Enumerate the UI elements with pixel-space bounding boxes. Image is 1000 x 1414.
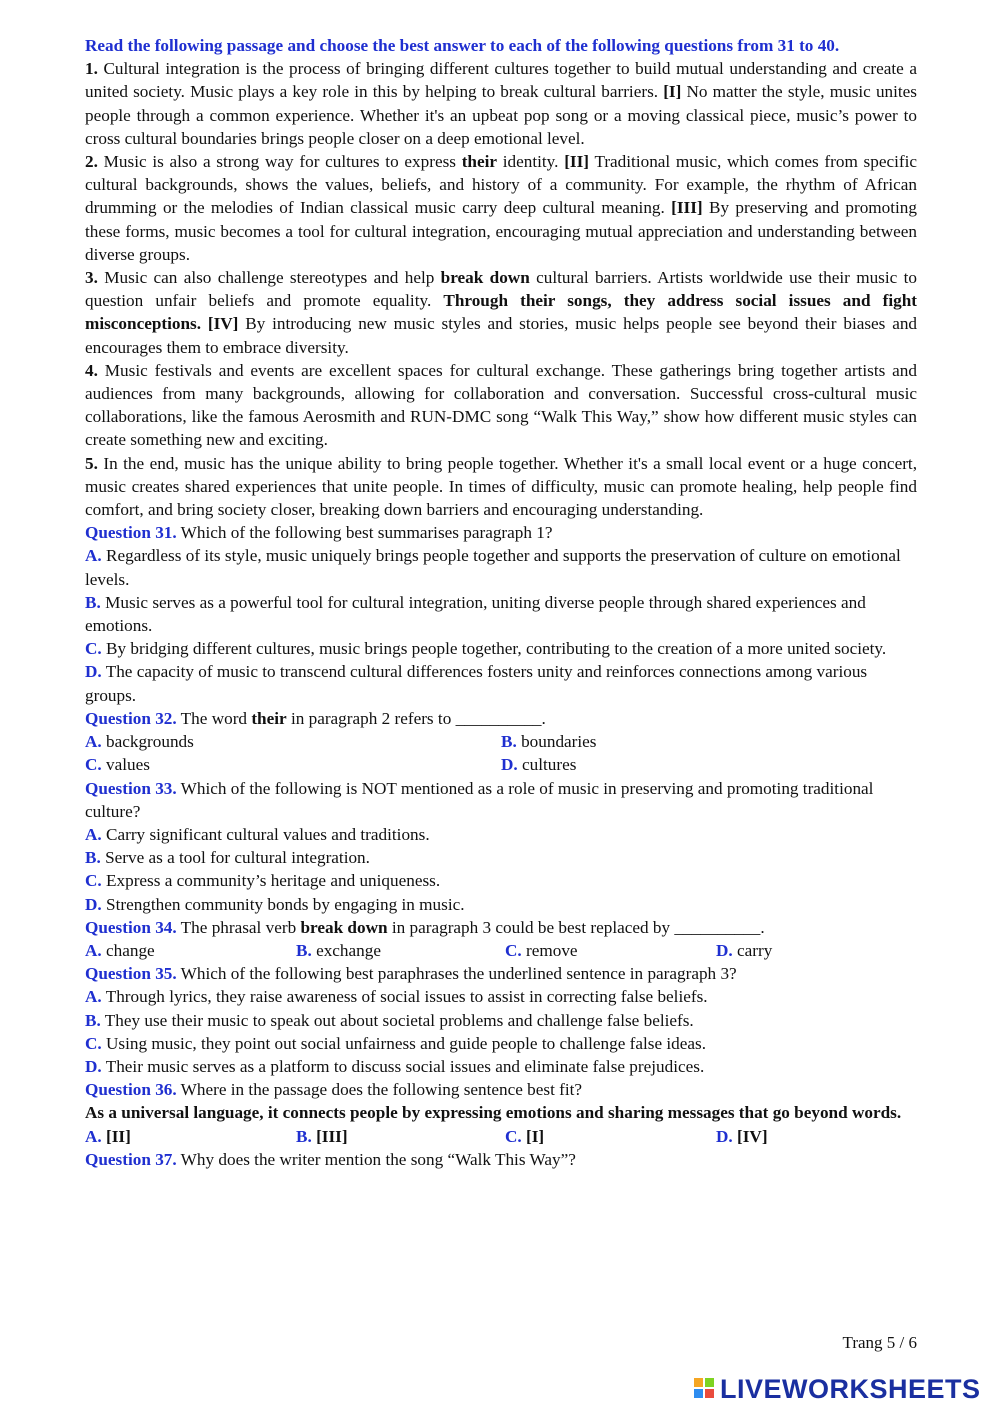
question-31 — [85, 521, 917, 544]
brand-name: LIVEWORKSHEETS — [720, 1374, 981, 1404]
option-text: carry — [732, 940, 773, 960]
option-text: backgrounds — [101, 732, 194, 752]
paragraph-text: Music is also a strong way for cultures to express — [97, 152, 462, 172]
option-letter: C. — [85, 1033, 102, 1053]
option-text: Express a community’s heritage and uniqueness. — [101, 871, 441, 891]
question-label: Question 34. — [85, 917, 177, 937]
option-letter: B. — [85, 848, 101, 868]
option-text: remove — [521, 940, 578, 960]
option-letter: A. — [85, 940, 102, 960]
question-label: Question 32. — [85, 708, 177, 728]
option-text: Strengthen community bonds by engaging in music. — [101, 894, 465, 914]
q36-option-d[interactable] — [716, 1125, 768, 1148]
question-35 — [85, 962, 917, 985]
option-letter: C. — [85, 639, 102, 659]
option-text: values — [101, 755, 150, 775]
paragraph-text: Traditional music, which comes from specific cultural backgrounds, shows the values, beliefs, and history of a community. For example, the rhythm of African drumming or the melodies of Indian classical music carry deep cultural meaning. — [85, 152, 917, 218]
option-text: The capacity of music to transcend cultural differences fosters unity and reinforces connections among various groups. — [85, 662, 868, 705]
option-text: cultures — [517, 755, 577, 775]
q31-option-d[interactable] — [85, 660, 917, 706]
insert-marker-I: [I] — [663, 82, 682, 102]
paragraph-number: 5. — [85, 453, 98, 473]
option-letter: B. — [296, 940, 312, 960]
paragraph-text: In the end, music has the unique ability to bring people together. Whether it's a small local event or a huge concert, music creates shared experiences that unite people. In times of difficulty, music can promote healing, help people find comfort, and bring society closer, breaking down barriers and encouraging understanding. — [85, 453, 917, 520]
paragraph-number: 4. — [85, 360, 98, 380]
option-text: exchange — [311, 940, 381, 960]
question-label: Question 37. — [85, 1149, 177, 1169]
question-33 — [85, 777, 917, 823]
insert-marker-IV: [IV] — [207, 314, 239, 334]
option-letter: D. — [85, 1056, 102, 1076]
paragraph-text: Cultural integration is the process of bringing different cultures together to build mutual understanding and create a united society. Music plays a key role in this by helping to break cultural barriers. — [85, 59, 917, 102]
option-letter: D. — [85, 662, 102, 682]
q36-option-c[interactable] — [505, 1125, 716, 1148]
underlined-sentence: Through their songs, they address social issues and fight misconceptions. — [85, 291, 917, 334]
q32-options-row-2 — [85, 753, 917, 776]
q31-option-b[interactable] — [85, 591, 917, 637]
q34-option-c[interactable] — [505, 939, 716, 962]
paragraph-number: 1. — [85, 59, 98, 79]
question-label: Question 36. — [85, 1080, 177, 1100]
question-keyword: break down — [300, 917, 388, 937]
option-letter: C. — [85, 755, 102, 775]
option-text: boundaries — [516, 732, 597, 752]
liveworksheets-logo-icon — [694, 1378, 716, 1402]
q34-option-b[interactable] — [296, 939, 505, 962]
option-text: [IV] — [732, 1126, 768, 1146]
paragraph-number: 3. — [85, 268, 98, 288]
insert-marker-III: [III] — [671, 198, 703, 218]
option-letter: C. — [505, 940, 522, 960]
question-37 — [85, 1148, 917, 1171]
option-text: Music serves as a powerful tool for cultural integration, uniting diverse people through shared experiences and emotions. — [85, 592, 866, 636]
paragraph-3 — [85, 266, 917, 359]
option-letter: D. — [501, 755, 518, 775]
question-label: Question 31. — [85, 523, 177, 543]
question-keyword: their — [251, 708, 287, 728]
question-label: Question 35. — [85, 964, 177, 984]
option-letter: A. — [85, 987, 102, 1007]
q33-option-c[interactable] — [85, 869, 917, 892]
q34-option-d[interactable] — [716, 939, 772, 962]
q33-option-b[interactable] — [85, 846, 917, 869]
option-letter: B. — [296, 1126, 312, 1146]
option-text: [III] — [311, 1126, 348, 1146]
instruction: Read the following passage and choose the best answer to each of the following questions from 31 to 40. — [85, 36, 840, 55]
q32-option-d[interactable] — [501, 753, 917, 776]
question-text: The word — [176, 708, 252, 728]
paragraph-text: identity. — [497, 152, 565, 172]
option-letter: B. — [85, 592, 101, 612]
q31-option-a[interactable] — [85, 544, 917, 590]
worksheet-page — [85, 34, 917, 1171]
q32-option-c[interactable] — [85, 753, 501, 776]
q33-option-d[interactable] — [85, 893, 917, 916]
option-text: They use their music to speak out about societal problems and challenge false beliefs. — [100, 1010, 694, 1030]
q36-option-a[interactable] — [85, 1125, 296, 1148]
paragraph-text: Music can also challenge stereotypes and help — [97, 268, 441, 288]
paragraph-1 — [85, 57, 917, 150]
option-text: [II] — [101, 1126, 131, 1146]
option-text: Regardless of its style, music uniquely brings people together and supports the preservation of culture on emotional levels. — [85, 546, 901, 589]
q36-option-b[interactable] — [296, 1125, 505, 1148]
paragraph-text: No matter the style, music unites people through a common experience. Whether it's an upbeat pop song or a moving classical piece, music’s power to cross cultural boundaries brings people closer on a deep emotional level. — [85, 82, 917, 148]
option-letter: C. — [505, 1126, 522, 1146]
question-text: The phrasal verb — [176, 917, 301, 937]
option-text: Their music serves as a platform to discuss social issues and eliminate false prejudices. — [101, 1056, 705, 1076]
keyword-their: their — [461, 152, 498, 172]
paragraph-text: Music festivals and events are excellent spaces for cultural exchange. These gatherings bring together artists and audiences from many backgrounds, allowing for collaboration and conversation. Successful cross-cultural music collaborations, like the famous Aerosmith and RUN-DMC song “Walk This Way,” show how different music styles can create something new and exciting. — [85, 360, 917, 450]
option-text: [I] — [521, 1126, 545, 1146]
paragraph-text — [201, 314, 208, 333]
option-text: Carry significant cultural values and traditions. — [101, 824, 430, 844]
paragraph-text: cultural barriers. Artists worldwide use their music to question unfair beliefs and promote equality. — [85, 268, 917, 311]
q35-option-b[interactable] — [85, 1009, 917, 1032]
q34-options-row — [85, 939, 917, 962]
option-letter: A. — [85, 732, 102, 752]
option-letter: A. — [85, 546, 102, 566]
paragraph-number: 2. — [85, 152, 98, 172]
option-text: Serve as a tool for cultural integration. — [100, 848, 370, 868]
question-text: Which of the following best summarises paragraph 1? — [176, 523, 553, 543]
paragraph-text: By preserving and promoting these forms, music becomes a tool for cultural integration, encouraging mutual appreciation and understanding between diverse groups. — [85, 198, 917, 264]
paragraph-5 — [85, 452, 917, 522]
insert-marker-II: [II] — [564, 152, 590, 172]
question-text: in paragraph 3 could be best replaced by __________. — [387, 917, 765, 937]
paragraph-2 — [85, 150, 917, 266]
option-text: change — [101, 940, 155, 960]
option-text: Through lyrics, they raise awareness of social issues to assist in correcting false beliefs. — [101, 987, 708, 1007]
question-text: Which of the following is NOT mentioned as a role of music in preserving and promoting traditional culture? — [85, 778, 874, 821]
paragraph-text: By introducing new music styles and stories, music helps people see beyond their biases and encourages them to embrace diversity. — [85, 314, 918, 357]
question-text: Why does the writer mention the song “Walk This Way”? — [176, 1149, 576, 1169]
page-number: Trang 5 / 6 — [842, 1333, 917, 1352]
option-letter: D. — [85, 894, 102, 914]
q32-options-row-1 — [85, 730, 917, 753]
q31-option-c[interactable] — [85, 637, 917, 660]
option-letter: A. — [85, 824, 102, 844]
paragraph-4 — [85, 359, 917, 452]
option-letter: D. — [716, 1126, 733, 1146]
q34-option-a[interactable] — [85, 939, 296, 962]
q32-option-b[interactable] — [501, 730, 917, 753]
question-text: in paragraph 2 refers to __________. — [286, 708, 546, 728]
question-label: Question 33. — [85, 778, 177, 798]
q35-option-d[interactable] — [85, 1055, 917, 1078]
option-letter: C. — [85, 871, 102, 891]
q36-sentence: As a universal language, it connects people by expressing emotions and sharing messages that go beyond words. — [85, 1103, 902, 1123]
option-letter: B. — [85, 1010, 101, 1030]
option-letter: D. — [716, 940, 733, 960]
q33-option-a[interactable] — [85, 823, 917, 846]
option-letter: A. — [85, 1126, 102, 1146]
option-text: By bridging different cultures, music brings people together, contributing to the creation of a more united society. — [101, 639, 887, 659]
liveworksheets-brand[interactable] — [694, 1374, 981, 1405]
option-text: Using music, they point out social unfairness and guide people to challenge false ideas. — [101, 1033, 706, 1053]
q35-option-a[interactable] — [85, 985, 917, 1008]
question-32 — [85, 707, 917, 730]
keyword-break-down: break down — [440, 268, 530, 288]
question-36 — [85, 1078, 917, 1101]
question-34 — [85, 916, 917, 939]
option-letter: B. — [501, 732, 517, 752]
q36-options-row — [85, 1125, 917, 1148]
question-text: Which of the following best paraphrases the underlined sentence in paragraph 3? — [176, 964, 737, 984]
question-text: Where in the passage does the following sentence best fit? — [176, 1080, 583, 1100]
q35-option-c[interactable] — [85, 1032, 917, 1055]
q32-option-a[interactable] — [85, 730, 501, 753]
